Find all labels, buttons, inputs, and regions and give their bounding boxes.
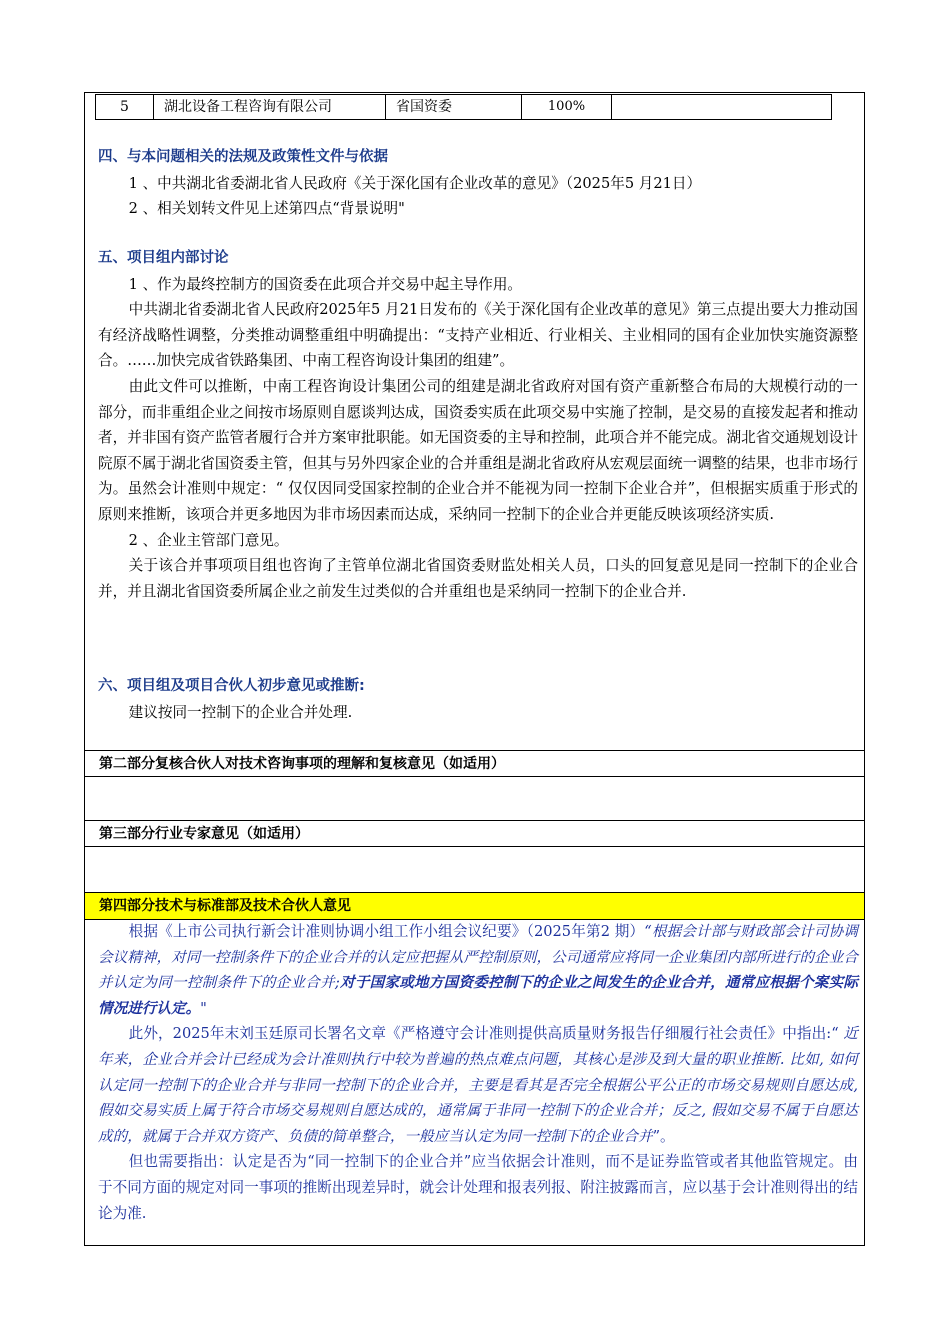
company-name: 湖北设备工程咨询有限公司 (154, 95, 386, 119)
share-ratio: 100% (522, 95, 612, 119)
section-6-text: 建议按同一控制下的企业合并处理. (128, 703, 353, 721)
part-4-para-2 (98, 1021, 858, 1149)
section-5-heading: 五、项目组内部讨论 (98, 250, 229, 266)
table-row (95, 94, 832, 120)
section-5-item-1: 1 、作为最终控制方的国资委在此项合并交易中起主导作用。 (128, 275, 523, 293)
part-4-para-1-emphasis: 对于国家或地方国资委控制下的企业之间发生的企业合并，通常应根据个案实际情况进行认定。 (98, 974, 858, 1017)
row-number: 5 (96, 95, 154, 119)
section-5-item-2: 2 、企业主管部门意见。 (128, 531, 289, 549)
divider (85, 846, 864, 847)
part-4-title: 第四部分技术与标准部及技术合伙人意见 (85, 892, 864, 920)
section-6-heading: 六、项目组及项目合伙人初步意见或推断: (98, 678, 365, 694)
part-4-body (98, 919, 858, 1226)
section-4-heading: 四、与本问题相关的法规及政策性文件与依据 (98, 149, 388, 165)
section-4-item-1: 1 、中共湖北省委湖北省人民政府《关于深化国有企业改革的意见》（2025年5 月21日） (128, 174, 702, 192)
part-4-para-3: 但也需要指出：认定是否为“同一控制下的企业合并”应当依据会计准则，而不是证券监管或者其他监管规定。由于不同方面的规定对同一事项的推断出现差异时，就会计处理和报表列报、附注披露而言，应以基于会计准则得出的结论为准. (98, 1153, 858, 1222)
part-2-title: 第二部分复核合伙人对技术咨询事项的理解和复核意见（如适用） (85, 750, 864, 777)
section-6 (98, 674, 858, 725)
holder: 省国资委 (386, 95, 522, 119)
part-4-para-1-quote: “根据会计部与财政部会计司协调会议精神，对同一控制条件下的企业合并的认定应把握从严控制原则，公司通常应将同一企业集团内部所进行的企业合并认定为同一控制条件下的企业合并; (98, 923, 858, 992)
section-4 (98, 145, 858, 222)
part-4-para-2-ref: 此外，2025年末刘玉廷原司长署名文章《严格遵守会计准则提供高质量财务报告仔细履行社会责任》中指出:“ (128, 1025, 844, 1043)
part-4-para-1-ref: 根据《上市公司执行新会计准则协调小组工作小组会议纪要》（2025年第2 期） (128, 923, 645, 940)
divider (85, 776, 864, 777)
part-4-para-1-close: " (200, 999, 207, 1017)
section-5 (98, 246, 858, 604)
part-4-para-2-close: ”。 (652, 1127, 675, 1145)
note-cell (612, 95, 831, 119)
section-5-para-3: 关于该合并事项项目组也咨询了主管单位湖北省国资委财监处相关人员，口头的回复意见是同一控制下的企业合并，并且湖北省国资委所属企业之前发生过类似的合并重组也是采纳同一控制下的企业合并. (98, 557, 858, 600)
section-5-para-1: 中共湖北省委湖北省人民政府2025年5 月21日发布的《关于深化国有企业改革的意见》第三点提出要大力推动国有经济战略性调整，分类推动调整重组中明确提出：“支持产业相近、行业相关、主业相同的国有企业加快实施资源整合。……加快完成省铁路集团、中南工程咨询设计集团的组建”。 (98, 301, 858, 370)
section-4-item-2: 2 、相关划转文件见上述第四点“背景说明" (128, 200, 405, 218)
part-4-para-2-quote: 近年来，企业合并会计已经成为会计准则执行中较为普遍的热点难点问题，其核心是涉及到大量的职业推断. 比如, 如何认定同一控制下的企业合并与非同一控制下的企业合并，主要是看其是否完全根据公平公正的市场交易规则自愿达成, 假如交易实质上属于符合市场交易规则自愿达成的，通常属于非同一控制下的企业合并；反之, 假如交易不属于自愿达成的，就属于合并双方资产、负债的简单整合，一般应当认定为同一控制下的企业合并 (98, 1025, 858, 1145)
section-5-para-2: 由此文件可以推断，中南工程咨询设计集团公司的组建是湖北省政府对国有资产重新整合布局的大规模行动的一部分，而非重组企业之间按市场原则自愿谈判达成，国资委实质在此项交易中实施了控制，是交易的直接发起者和推动者，并非国有资产监管者履行合并方案审批职能。如无国资委的主导和控制，此项合并不能完成。湖北省交通规划设计院原不属于湖北省国资委主管，但其与另外四家企业的合并重组是湖北省政府从宏观层面统一调整的结果，也非市场行为。虽然会计准则中规定：“ 仅仅因同受国家控制的企业合并不能视为同一控制下企业合并”，但根据实质重于形式的原则来推断，该项合并更多地因为非市场因素而达成，采纳同一控制下的企业合并更能反映该项经济实质. (98, 377, 858, 523)
part-4-para-1 (98, 919, 858, 1021)
part-3-title: 第三部分行业专家意见（如适用） (85, 820, 864, 847)
